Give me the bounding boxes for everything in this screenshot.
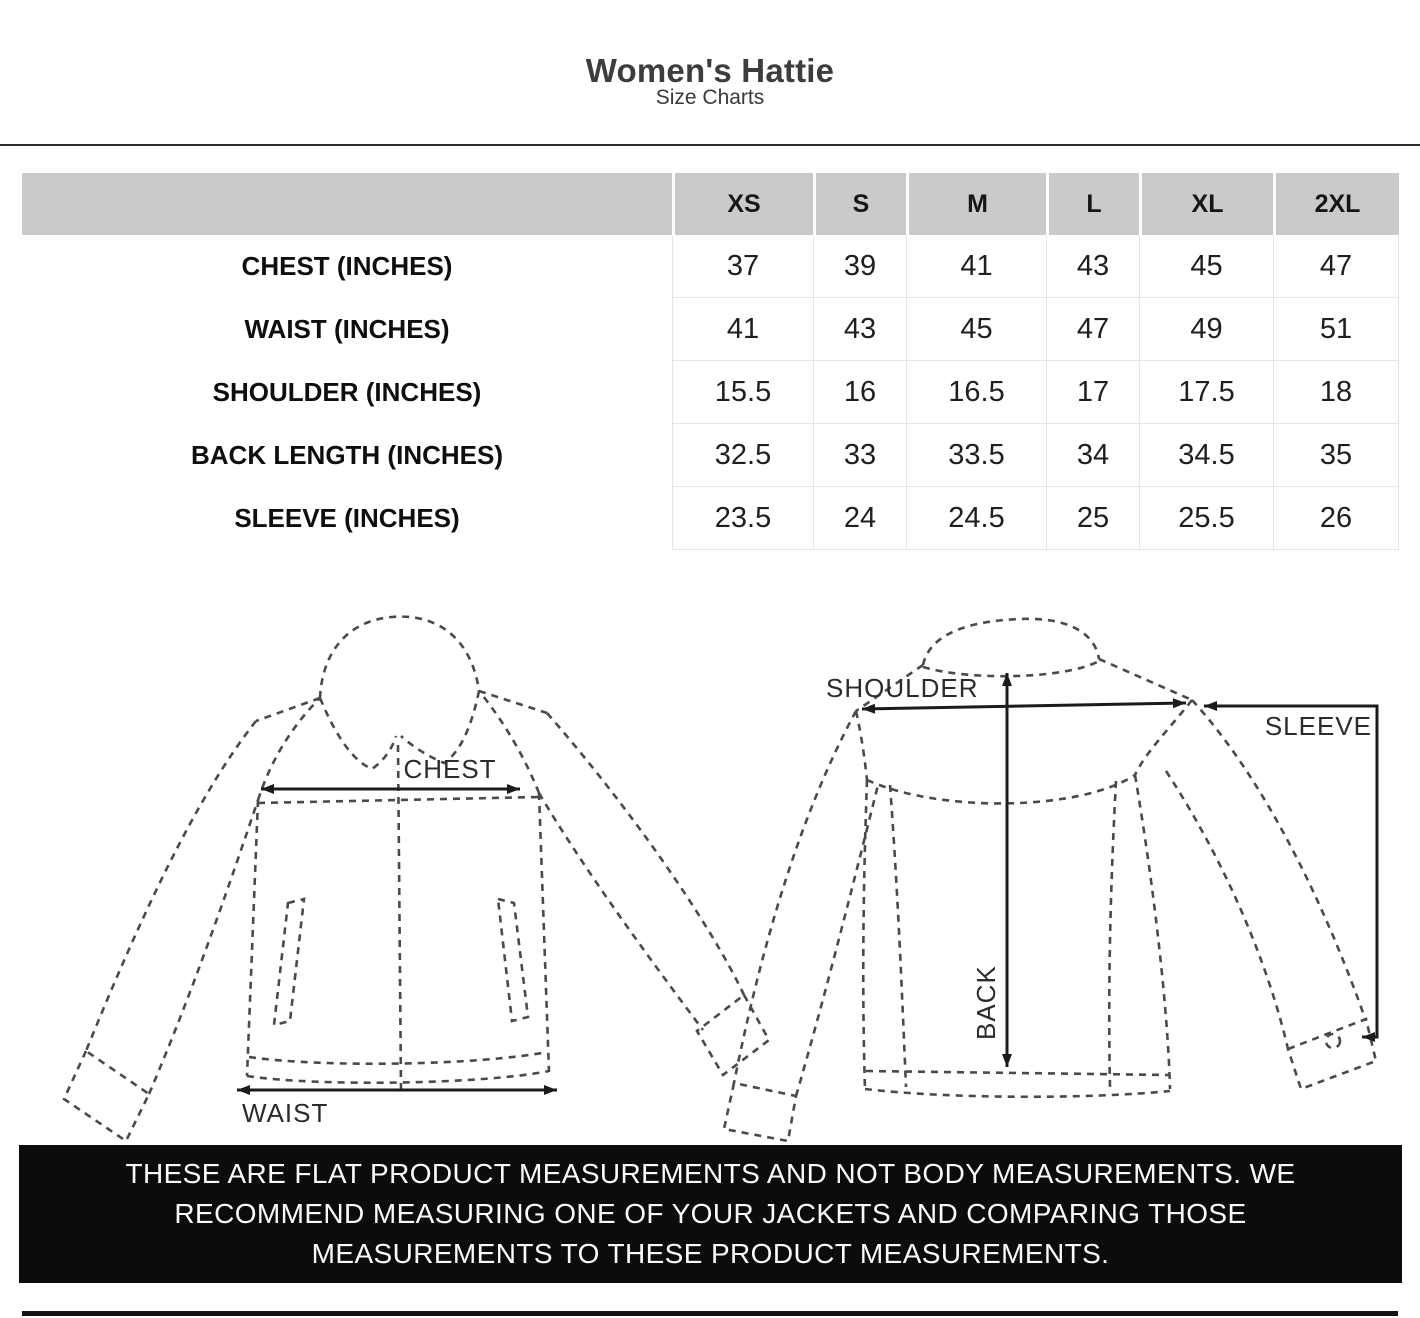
size-value: 43 (813, 298, 906, 361)
disclaimer-text: THESE ARE FLAT PRODUCT MEASUREMENTS AND NOT BODY MEASUREMENTS. WE RECOMMEND MEASURING ONE OF YOUR JACKETS AND COMPARING THOSE MEASUREMENTS TO THESE PRODUCT MEASUREMENTS. (125, 1158, 1296, 1269)
size-value: 45 (1139, 235, 1273, 298)
size-value: 16.5 (906, 361, 1046, 424)
back-label: BACK (971, 965, 1001, 1040)
row-label: SHOULDER (INCHES) (22, 361, 672, 424)
front-left-pocket (274, 899, 304, 1025)
size-value: 23.5 (672, 487, 813, 550)
front-hem-bottom (247, 1071, 549, 1083)
jacket-measurement-diagram (20, 593, 1400, 1145)
back-body-right-edge (1135, 775, 1170, 1089)
table-row (22, 424, 1399, 487)
back-left-sleeve-inner (796, 785, 878, 1096)
column-header-xl: XL (1139, 173, 1273, 235)
back-left-armhole (856, 711, 867, 780)
size-value: 16 (813, 361, 906, 424)
size-value: 17.5 (1139, 361, 1273, 424)
bottom-divider (22, 1311, 1398, 1316)
column-header-xs: XS (672, 173, 813, 235)
back-yoke-line (867, 775, 1135, 803)
table-row (22, 487, 1399, 550)
shoulder-arrow (862, 703, 1186, 709)
table-corner-cell (22, 173, 672, 235)
size-value: 25.5 (1139, 487, 1273, 550)
size-value: 33 (813, 424, 906, 487)
table-row (22, 298, 1399, 361)
table-row (22, 235, 1399, 298)
size-table-body (22, 235, 1399, 550)
size-value: 18 (1273, 361, 1399, 424)
front-collar-left-lapel (320, 698, 396, 769)
disclaimer-banner (19, 1145, 1402, 1283)
size-value: 25 (1046, 487, 1139, 550)
size-value: 24.5 (906, 487, 1046, 550)
front-hem-upper (249, 1052, 547, 1064)
front-right-shoulder (479, 691, 547, 713)
back-hem-bottom (865, 1089, 1170, 1097)
back-left-seam (890, 785, 906, 1087)
chest-label: CHEST (403, 754, 497, 784)
size-value: 47 (1046, 298, 1139, 361)
back-right-shoulder (1099, 659, 1192, 700)
size-value: 35 (1273, 424, 1399, 487)
front-left-cuff (64, 1051, 149, 1141)
back-right-armhole (1135, 700, 1192, 775)
top-divider (0, 144, 1420, 146)
size-value: 34.5 (1139, 424, 1273, 487)
size-value: 43 (1046, 235, 1139, 298)
page-subtitle: Size Charts (655, 86, 765, 109)
size-value: 33.5 (906, 424, 1046, 487)
size-value: 32.5 (672, 424, 813, 487)
row-label: BACK LENGTH (INCHES) (22, 424, 672, 487)
column-header-s: S (813, 173, 906, 235)
sleeve-label: SLEEVE (1264, 711, 1372, 741)
size-value: 34 (1046, 424, 1139, 487)
back-right-cuff (1288, 1019, 1376, 1089)
front-body-right-edge (539, 793, 549, 1072)
size-value: 49 (1139, 298, 1273, 361)
jacket-back-drawing (724, 619, 1377, 1141)
front-collar-right-lapel (401, 691, 479, 763)
shoulder-label: SHOULDER (826, 673, 979, 703)
front-center-line (398, 745, 401, 1090)
size-value: 15.5 (672, 361, 813, 424)
size-value: 47 (1273, 235, 1399, 298)
table-row (22, 361, 1399, 424)
front-left-armhole (258, 698, 320, 800)
size-value: 51 (1273, 298, 1399, 361)
back-left-cuff (724, 1083, 796, 1141)
waist-label: WAIST (242, 1098, 329, 1128)
size-value: 17 (1046, 361, 1139, 424)
back-right-seam (1109, 781, 1116, 1087)
size-value: 26 (1273, 487, 1399, 550)
row-label: SLEEVE (INCHES) (22, 487, 672, 550)
sleeve-arrow (1204, 706, 1377, 1037)
size-chart-table (22, 173, 1399, 550)
front-left-sleeve-inner (149, 800, 258, 1094)
front-right-pocket (498, 899, 528, 1021)
back-collar-outline (923, 619, 1099, 665)
size-value: 39 (813, 235, 906, 298)
front-right-sleeve-inner (539, 793, 703, 1030)
column-header-l: L (1046, 173, 1139, 235)
row-label: CHEST (INCHES) (22, 235, 672, 298)
back-cuff-button (1326, 1034, 1340, 1048)
size-value: 37 (672, 235, 813, 298)
back-left-sleeve-outer (734, 711, 856, 1083)
column-header-2xl: 2XL (1273, 173, 1399, 235)
front-collar-outline (320, 617, 479, 698)
size-table-header-row (22, 173, 1399, 235)
front-body-left-edge (247, 800, 258, 1076)
back-right-sleeve-outer (1192, 700, 1366, 1021)
row-label: WAIST (INCHES) (22, 298, 672, 361)
front-left-sleeve-outer (86, 721, 256, 1051)
size-value: 41 (672, 298, 813, 361)
size-value: 45 (906, 298, 1046, 361)
size-value: 41 (906, 235, 1046, 298)
front-right-cuff (697, 995, 769, 1075)
column-header-m: M (906, 173, 1046, 235)
back-right-sleeve-inner (1166, 771, 1288, 1049)
back-hem-upper (866, 1071, 1170, 1075)
jacket-front-drawing (64, 617, 769, 1141)
size-value: 24 (813, 487, 906, 550)
page-title: Women's Hattie (585, 52, 835, 90)
